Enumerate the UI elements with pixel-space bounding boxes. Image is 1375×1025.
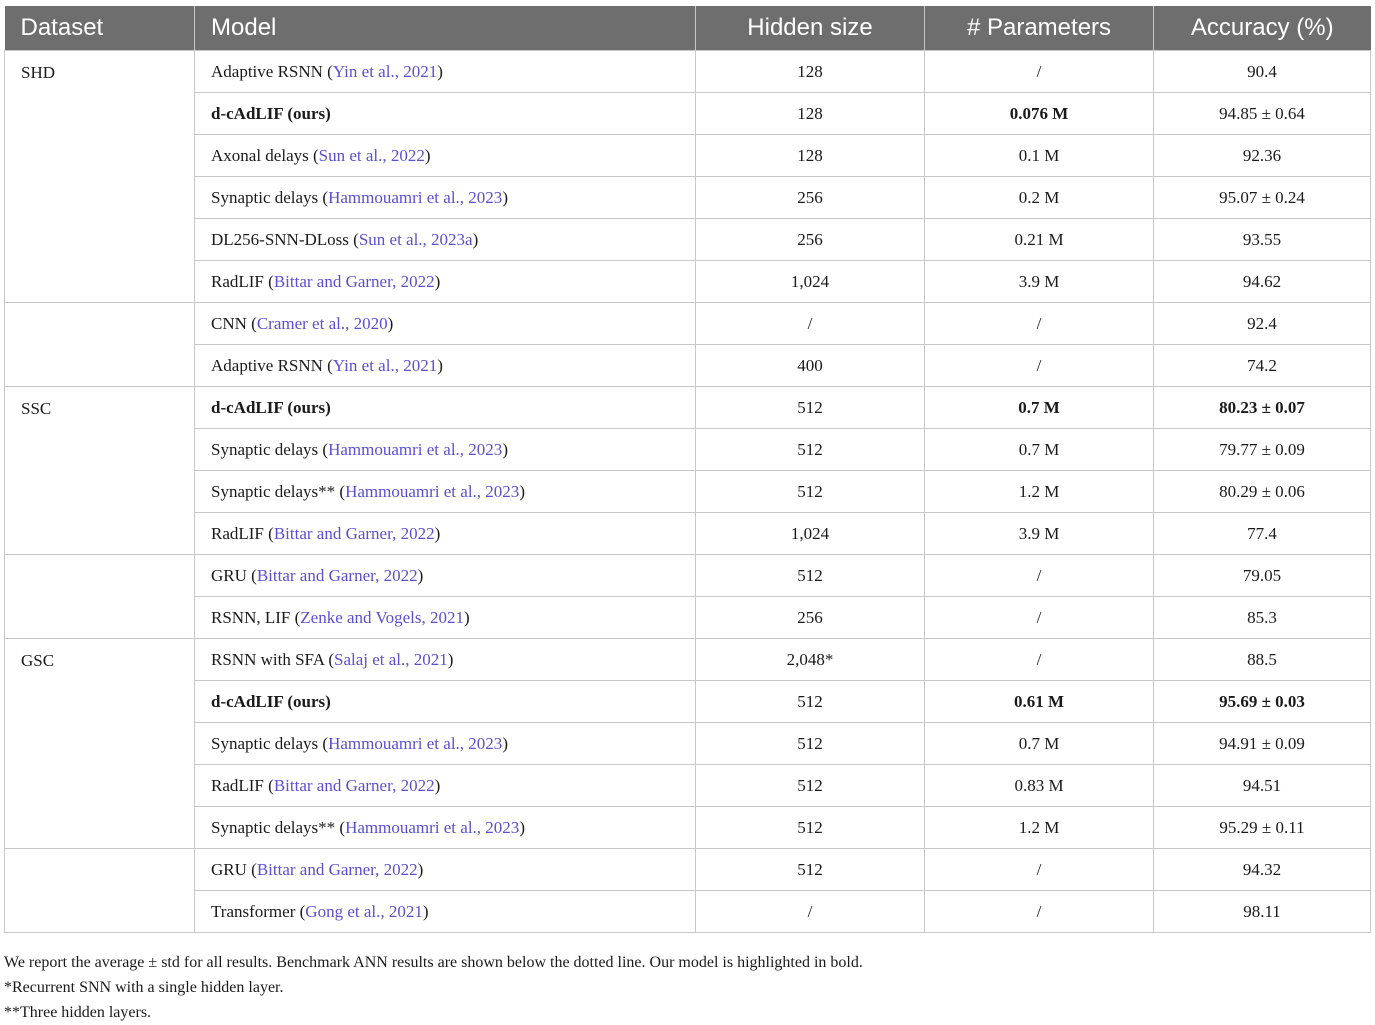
model-cell: Synaptic delays** (Hammouamri et al., 2023) — [195, 471, 696, 513]
model-cell: d-cAdLIF (ours) — [195, 681, 696, 723]
dataset-cell-empty — [5, 303, 195, 387]
parameters-cell: / — [925, 555, 1154, 597]
citation-link[interactable]: Yin et al., 2021 — [332, 61, 438, 81]
table-row — [5, 513, 1371, 555]
citation-link[interactable]: Zenke and Vogels, 2021 — [300, 607, 464, 627]
hidden-size-cell: 256 — [696, 597, 925, 639]
model-cell: GRU (Bittar and Garner, 2022) — [195, 555, 696, 597]
hidden-size-cell: 512 — [696, 471, 925, 513]
parameters-cell: 1.2 M — [925, 471, 1154, 513]
citation-link[interactable]: Sun et al., 2023a — [358, 229, 473, 249]
accuracy-cell: 79.77 ± 0.09 — [1154, 429, 1371, 471]
parameters-cell: 0.1 M — [925, 135, 1154, 177]
accuracy-cell: 94.91 ± 0.09 — [1154, 723, 1371, 765]
table-row — [5, 597, 1371, 639]
parameters-cell: / — [925, 891, 1154, 933]
footnote-main: We report the average ± std for all results. Benchmark ANN results are shown below the dotted line. Our model is highlighted in bold. — [4, 954, 863, 971]
accuracy-cell: 94.62 — [1154, 261, 1371, 303]
accuracy-cell: 94.51 — [1154, 765, 1371, 807]
hidden-size-cell: 256 — [696, 219, 925, 261]
model-cell: RSNN with SFA (Salaj et al., 2021) — [195, 639, 696, 681]
table-row — [5, 177, 1371, 219]
model-cell: RSNN, LIF (Zenke and Vogels, 2021) — [195, 597, 696, 639]
model-cell: Axonal delays (Sun et al., 2022) — [195, 135, 696, 177]
hidden-size-cell: 1,024 — [696, 513, 925, 555]
model-cell: Adaptive RSNN (Yin et al., 2021) — [195, 51, 696, 93]
model-cell: DL256-SNN-DLoss (Sun et al., 2023a) — [195, 219, 696, 261]
citation-link[interactable]: Hammouamri et al., 2023 — [328, 733, 503, 753]
dataset-cell-empty — [5, 849, 195, 933]
results-table — [4, 6, 1371, 933]
table-row — [5, 639, 1371, 681]
citation-link[interactable]: Cramer et al., 2020 — [256, 313, 388, 333]
table-row — [5, 51, 1371, 93]
hidden-size-cell: 512 — [696, 723, 925, 765]
model-cell: Synaptic delays** (Hammouamri et al., 2023) — [195, 807, 696, 849]
header-dataset: Dataset — [5, 6, 195, 51]
accuracy-cell: 79.05 — [1154, 555, 1371, 597]
accuracy-cell: 77.4 — [1154, 513, 1371, 555]
citation-link[interactable]: Hammouamri et al., 2023 — [345, 481, 520, 501]
hidden-size-cell: 512 — [696, 555, 925, 597]
parameters-cell: 0.7 M — [925, 723, 1154, 765]
citation-link[interactable]: Sun et al., 2022 — [318, 145, 425, 165]
header-row — [5, 6, 1371, 51]
parameters-cell: 0.7 M — [925, 387, 1154, 429]
accuracy-cell: 74.2 — [1154, 345, 1371, 387]
parameters-cell: / — [925, 849, 1154, 891]
accuracy-cell: 98.11 — [1154, 891, 1371, 933]
citation-link[interactable]: Bittar and Garner, 2022 — [256, 859, 418, 879]
parameters-cell: 0.076 M — [925, 93, 1154, 135]
parameters-cell: 0.61 M — [925, 681, 1154, 723]
accuracy-cell: 90.4 — [1154, 51, 1371, 93]
table-row — [5, 93, 1371, 135]
hidden-size-cell: 512 — [696, 387, 925, 429]
table-row — [5, 807, 1371, 849]
parameters-cell: / — [925, 345, 1154, 387]
hidden-size-cell: 128 — [696, 135, 925, 177]
parameters-cell: 0.7 M — [925, 429, 1154, 471]
table-row — [5, 723, 1371, 765]
table-row — [5, 429, 1371, 471]
parameters-cell: / — [925, 51, 1154, 93]
citation-link[interactable]: Hammouamri et al., 2023 — [328, 187, 503, 207]
table-row — [5, 891, 1371, 933]
table-row — [5, 471, 1371, 513]
accuracy-cell: 80.23 ± 0.07 — [1154, 387, 1371, 429]
citation-link[interactable]: Gong et al., 2021 — [305, 901, 423, 921]
parameters-cell: 0.21 M — [925, 219, 1154, 261]
header-accuracy: Accuracy (%) — [1154, 6, 1371, 51]
citation-link[interactable]: Hammouamri et al., 2023 — [328, 439, 503, 459]
citation-link[interactable]: Bittar and Garner, 2022 — [256, 565, 418, 585]
hidden-size-cell: / — [696, 303, 925, 345]
hidden-size-cell: 512 — [696, 807, 925, 849]
parameters-cell: 3.9 M — [925, 513, 1154, 555]
model-cell: GRU (Bittar and Garner, 2022) — [195, 849, 696, 891]
header-hidden-size: Hidden size — [696, 6, 925, 51]
parameters-cell: 1.2 M — [925, 807, 1154, 849]
accuracy-cell: 92.36 — [1154, 135, 1371, 177]
footnote-star: *Recurrent SNN with a single hidden layer. — [4, 979, 284, 996]
citation-link[interactable]: Hammouamri et al., 2023 — [345, 817, 520, 837]
table-row — [5, 555, 1371, 597]
table-row — [5, 345, 1371, 387]
parameters-cell: / — [925, 639, 1154, 681]
dataset-cell-empty — [5, 555, 195, 639]
table-row — [5, 849, 1371, 891]
parameters-cell: 0.2 M — [925, 177, 1154, 219]
table-row — [5, 387, 1371, 429]
hidden-size-cell: 256 — [696, 177, 925, 219]
citation-link[interactable]: Salaj et al., 2021 — [333, 649, 448, 669]
table-row — [5, 261, 1371, 303]
hidden-size-cell: 512 — [696, 765, 925, 807]
table-row — [5, 681, 1371, 723]
hidden-size-cell: 512 — [696, 681, 925, 723]
model-cell: Synaptic delays (Hammouamri et al., 2023) — [195, 429, 696, 471]
citation-link[interactable]: Bittar and Garner, 2022 — [273, 271, 435, 291]
hidden-size-cell: 128 — [696, 93, 925, 135]
parameters-cell: / — [925, 303, 1154, 345]
footnote-double-star: **Three hidden layers. — [4, 1004, 152, 1021]
accuracy-cell: 80.29 ± 0.06 — [1154, 471, 1371, 513]
parameters-cell: 0.83 M — [925, 765, 1154, 807]
accuracy-cell: 93.55 — [1154, 219, 1371, 261]
citation-link[interactable]: Bittar and Garner, 2022 — [273, 775, 435, 795]
dataset-cell-gsc: GSC — [5, 639, 195, 849]
accuracy-cell: 95.69 ± 0.03 — [1154, 681, 1371, 723]
model-cell: Synaptic delays (Hammouamri et al., 2023) — [195, 177, 696, 219]
hidden-size-cell: 400 — [696, 345, 925, 387]
accuracy-cell: 92.4 — [1154, 303, 1371, 345]
accuracy-cell: 95.29 ± 0.11 — [1154, 807, 1371, 849]
model-cell: RadLIF (Bittar and Garner, 2022) — [195, 513, 696, 555]
hidden-size-cell: 512 — [696, 429, 925, 471]
table-footnotes — [4, 950, 1370, 1025]
accuracy-cell: 94.32 — [1154, 849, 1371, 891]
table-row — [5, 135, 1371, 177]
model-cell: RadLIF (Bittar and Garner, 2022) — [195, 261, 696, 303]
citation-link[interactable]: Bittar and Garner, 2022 — [273, 523, 435, 543]
table-row — [5, 303, 1371, 345]
accuracy-cell: 94.85 ± 0.64 — [1154, 93, 1371, 135]
accuracy-cell: 88.5 — [1154, 639, 1371, 681]
accuracy-cell: 85.3 — [1154, 597, 1371, 639]
table-row — [5, 765, 1371, 807]
parameters-cell: / — [925, 597, 1154, 639]
citation-link[interactable]: Yin et al., 2021 — [332, 355, 438, 375]
parameters-cell: 3.9 M — [925, 261, 1154, 303]
model-cell: Adaptive RSNN (Yin et al., 2021) — [195, 345, 696, 387]
model-cell: CNN (Cramer et al., 2020) — [195, 303, 696, 345]
dataset-cell-shd: SHD — [5, 51, 195, 303]
hidden-size-cell: 128 — [696, 51, 925, 93]
model-cell: Synaptic delays (Hammouamri et al., 2023) — [195, 723, 696, 765]
model-cell: d-cAdLIF (ours) — [195, 387, 696, 429]
hidden-size-cell: / — [696, 891, 925, 933]
hidden-size-cell: 2,048* — [696, 639, 925, 681]
model-cell: Transformer (Gong et al., 2021) — [195, 891, 696, 933]
header-model: Model — [195, 6, 696, 51]
accuracy-cell: 95.07 ± 0.24 — [1154, 177, 1371, 219]
model-cell: d-cAdLIF (ours) — [195, 93, 696, 135]
model-cell: RadLIF (Bittar and Garner, 2022) — [195, 765, 696, 807]
hidden-size-cell: 1,024 — [696, 261, 925, 303]
table-row — [5, 219, 1371, 261]
hidden-size-cell: 512 — [696, 849, 925, 891]
dataset-cell-ssc: SSC — [5, 387, 195, 555]
header-parameters: # Parameters — [925, 6, 1154, 51]
